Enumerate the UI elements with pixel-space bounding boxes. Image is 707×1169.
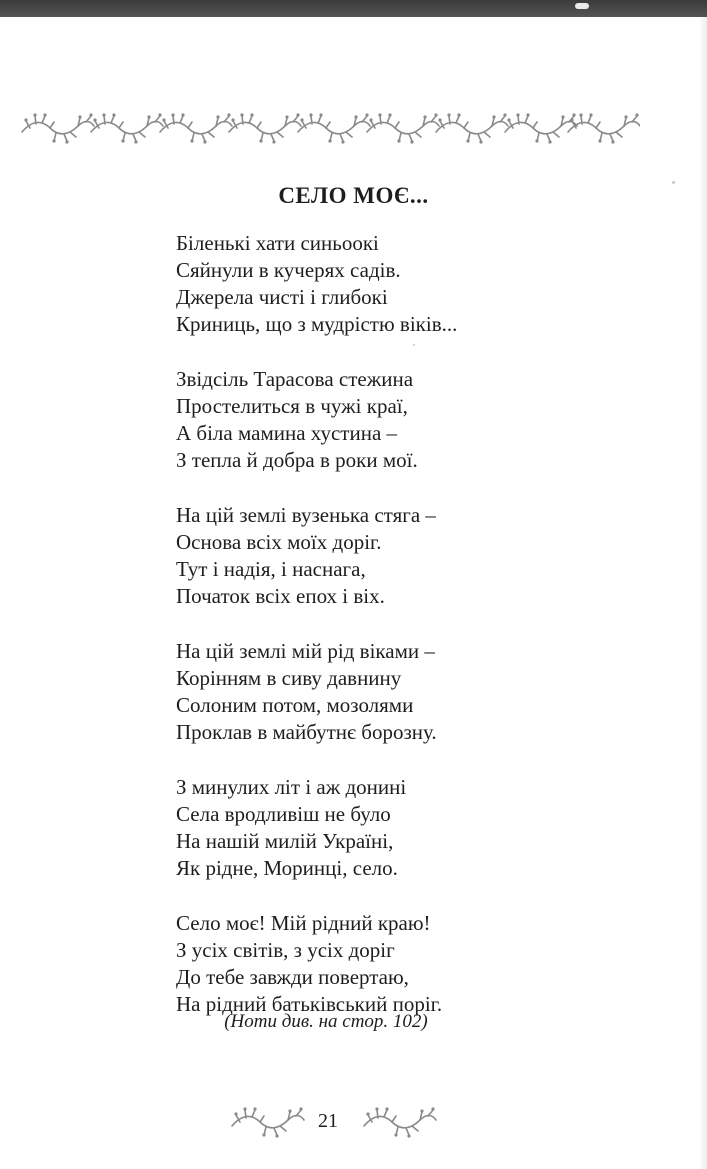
poem-line: Джерела чисті і глибокі	[176, 285, 388, 309]
vine-segment	[367, 113, 439, 143]
vine-segment	[364, 1107, 436, 1137]
stanza	[176, 910, 646, 1018]
page-number: 21	[318, 1110, 338, 1132]
poem-line: З усіх світів, з усіх доріг	[176, 938, 395, 962]
stanza	[176, 502, 646, 610]
poem-line: Як рідне, Моринці, село.	[176, 856, 398, 880]
poem-line: До тебе завжди повертаю,	[176, 965, 409, 989]
poem-line: На цій землі мій рід віками –	[176, 639, 435, 663]
poem-line: А біла мамина хустина –	[176, 421, 398, 445]
vine-segment	[505, 113, 577, 143]
stanza	[176, 638, 646, 746]
header-ornament	[20, 106, 640, 152]
poem-line: На цій землі вузенька стяга –	[176, 503, 436, 527]
poem-line: Криниць, що з мудрістю віків...	[176, 312, 458, 336]
vine-segment	[22, 113, 94, 143]
scan-edge-mark	[575, 3, 589, 9]
poem-line: Тут і надія, і наснага,	[176, 557, 366, 581]
poem-line: З минулих літ і аж донині	[176, 775, 407, 799]
poem-line: Село моє! Мій рідний краю!	[176, 911, 431, 935]
vine-segment	[232, 1107, 304, 1137]
poem-line: Простелиться в чужі краї,	[176, 394, 408, 418]
vine-segment	[298, 113, 370, 143]
vine-segment	[229, 113, 301, 143]
poem-line: Проклав в майбутнє борозну.	[176, 720, 437, 744]
poem-line: Біленькі хати синьоокі	[176, 231, 379, 255]
scan-top-edge	[0, 0, 707, 17]
music-notes-reference: (Ноти див. на стор. 102)	[224, 1011, 428, 1032]
poem-title-text: СЕЛО МОЄ...	[278, 183, 429, 208]
vine-segment	[436, 113, 508, 143]
poem-line: Звідсіль Тарасова стежина	[176, 367, 414, 391]
poem-line: Корінням в сиву давнину	[176, 666, 402, 690]
poem-line: Села вродливіш не було	[176, 802, 391, 826]
poem-line: На нашій милій Україні,	[176, 829, 394, 853]
poem-line: Солоним потом, мозолями	[176, 693, 414, 717]
poem-line: Початок всіх епох і віх.	[176, 584, 385, 608]
poem-line: На рідний батьківський поріг.	[176, 992, 443, 1016]
stanza	[176, 366, 646, 474]
stanza	[176, 230, 646, 338]
poem-title	[0, 183, 707, 209]
poem-body	[176, 230, 646, 1046]
stanza	[176, 774, 646, 882]
vine-segment	[160, 113, 232, 143]
vine-segment	[568, 113, 640, 143]
vine-segment	[91, 113, 163, 143]
poem-line: Основа всіх моїх доріг.	[176, 530, 382, 554]
poem-line: Сяйнули в кучерях садів.	[176, 258, 401, 282]
poem-line: З тепла й добра в роки мої.	[176, 448, 418, 472]
